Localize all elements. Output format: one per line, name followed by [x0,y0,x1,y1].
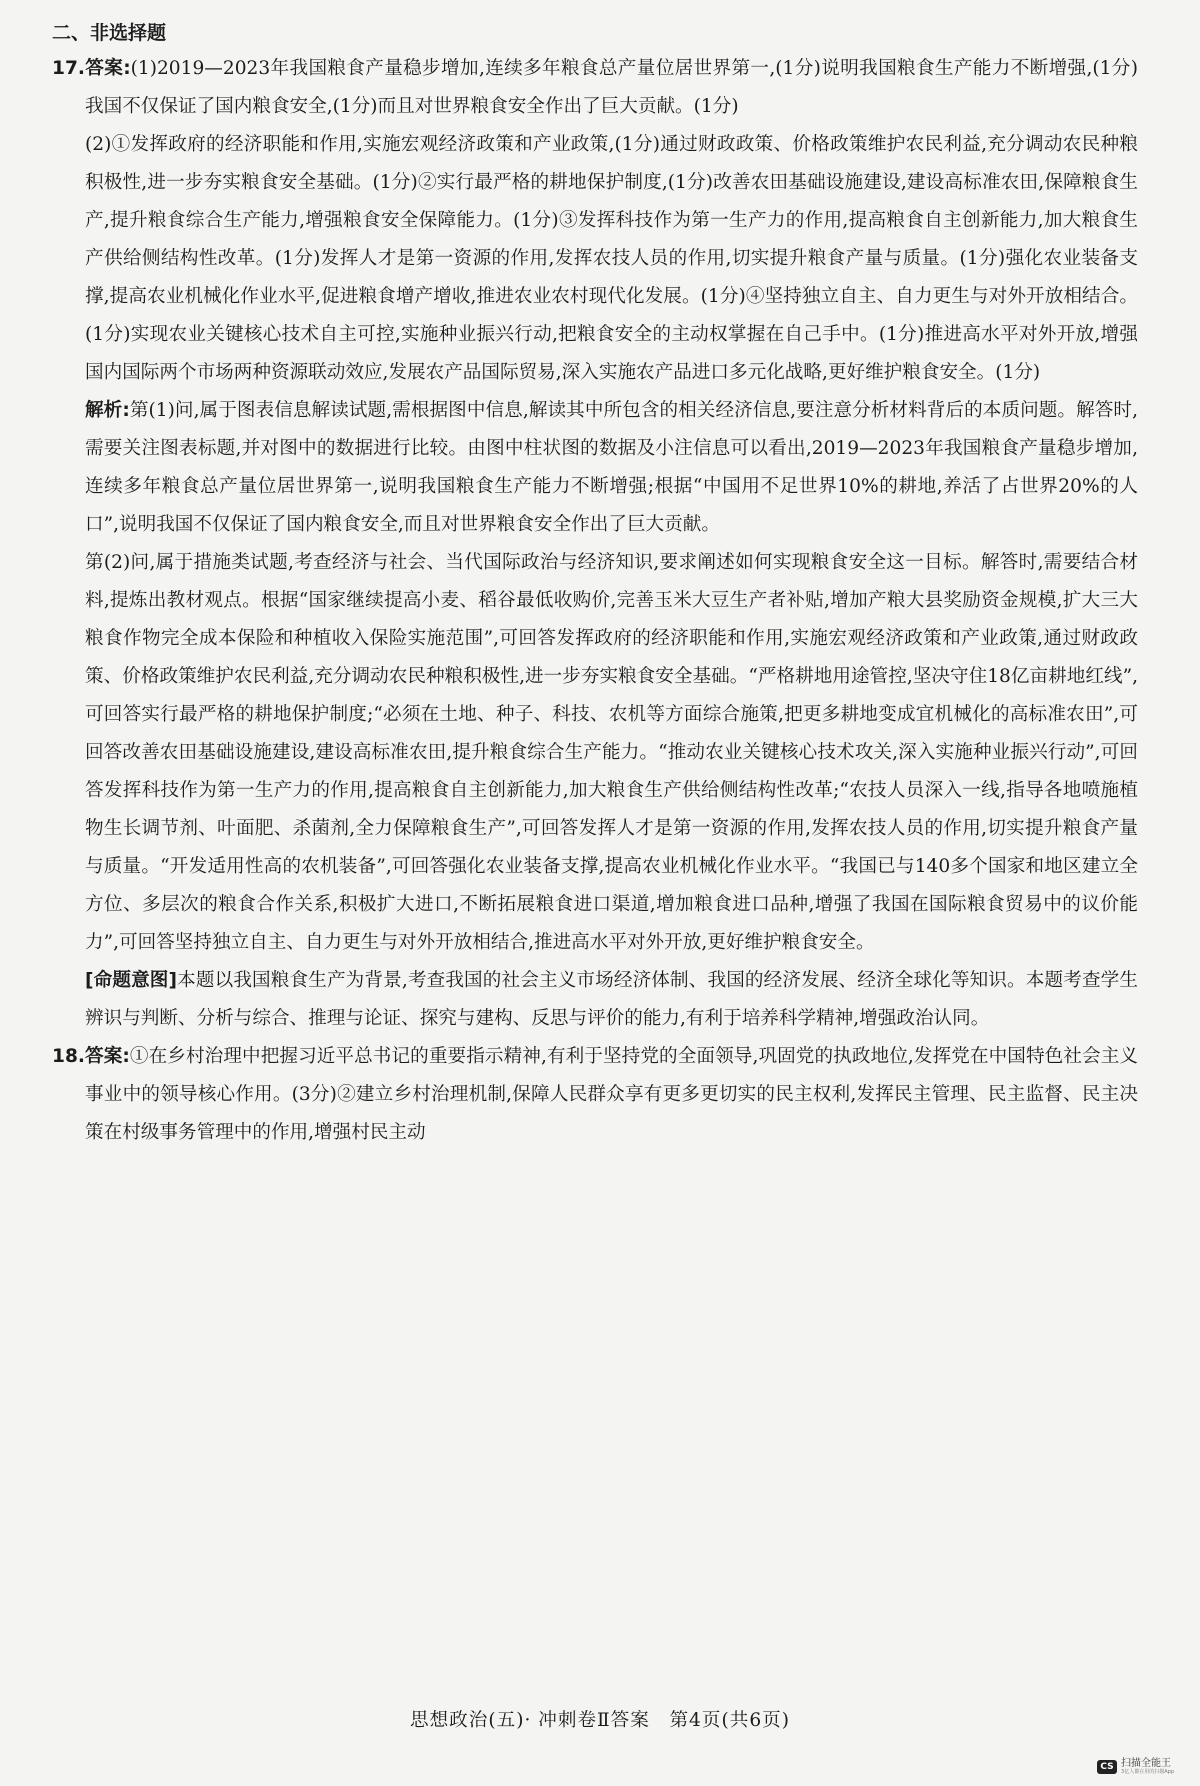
q18-answer-label: 答案: [84,1046,130,1067]
q17-analysis-text-1: 第(1)问,属于图表信息解读试题,需根据图中信息,解读其中所包含的相关经济信息,要注意分析材料背后的本质问题。解答时,需要关注图表标题,并对图中的数据进行比较。由图中柱状图的数据及小注信息可以看出,2019—2023年我国粮食产量稳步增加,连续多年粮食总产量位居世界第一,说明我国粮食生产能力不断增强;根据“中国用不足世界10%的耕地,养活了占世界20%的人口”,说明我国不仅保证了国内粮食安全,而且对世界粮食安全作出了巨大贡献。 [85,400,1138,535]
q17-number: 17. [52,58,85,79]
question-17 [52,50,1138,1038]
q18-answer-text: ①在乡村治理中把握习近平总书记的重要指示精神,有利于坚持党的全面领导,巩固党的执政地位,发挥党在中国特色社会主义事业中的领导核心作用。(3分)②建立乡村治理机制,保障人民群众享有更多更切实的民主权利,发挥民主管理、民主监督、民主决策在村级事务管理中的作用,增强村民主动 [85,1046,1138,1143]
q17-intent-label: [命题意图] [85,970,178,991]
q17-analysis-part1 [52,392,1138,544]
q17-answer-text-1: (1)2019—2023年我国粮食产量稳步增加,连续多年粮食总产量位居世界第一,(1分)说明我国粮食生产能力不断增强,(1分)我国不仅保证了国内粮食安全,(1分)而且对世界粮食安全作出了巨大贡献。(1分) [85,58,1139,117]
q17-analysis-label: 解析: [85,400,130,421]
scanner-badge [1097,1758,1174,1775]
page-content [52,18,1138,1152]
q17-analysis-part2: 第(2)问,属于措施类试题,考查经济与社会、当代国际政治与经济知识,要求阐述如何实现粮食安全这一目标。解答时,需要结合材料,提炼出教材观点。根据“国家继续提高小麦、稻谷最低收购价,完善玉米大豆生产者补贴,增加产粮大县奖励资金规模,扩大三大粮食作物完全成本保险和种植收入保险实施范围”,可回答发挥政府的经济职能和作用,实施宏观经济政策和产业政策,通过财政政策、价格政策维护农民利益,充分调动农民种粮积极性,进一步夯实粮食安全基础。“严格耕地用途管控,坚决守住18亿亩耕地红线”,可回答实行最严格的耕地保护制度;“必须在土地、种子、科技、农机等方面综合施策,把更多耕地变成宜机械化的高标准农田”,可回答改善农田基础设施建设,建设高标准农田,提升粮食综合生产能力。“推动农业关键核心技术攻关,深入实施种业振兴行动”,可回答发挥科技作为第一生产力的作用,提高粮食自主创新能力,加大粮食生产供给侧结构性改革;“农技人员深入一线,指导各地喷施植物生长调节剂、叶面肥、杀菌剂,全力保障粮食生产”,可回答发挥人才是第一资源的作用,发挥农技人员的作用,切实提升粮食产量与质量。“开发适用性高的农机装备”,可回答强化农业装备支撑,提高农业机械化作业水平。“我国已与140多个国家和地区建立全方位、多层次的粮食合作关系,积极扩大进口,不断拓展粮食进口渠道,增加粮食进口品种,增强了我国在国际粮食贸易中的议价能力”,可回答坚持独立自主、自力更生与对外开放相结合,推进高水平对外开放,更好维护粮食安全。 [85,552,1138,953]
section-title: 二、非选择题 [52,22,167,44]
q17-intent [52,962,1138,1038]
q17-answer-label: 答案: [84,58,131,79]
camscanner-logo-icon: CS [1097,1760,1117,1774]
q17-answer-part1 [52,50,1138,126]
scanner-badge-text [1121,1758,1174,1775]
page-footer: 思想政治(五)· 冲刺卷Ⅱ答案 第4页(共6页) [409,1710,791,1731]
question-18 [52,1038,1138,1152]
q18-number: 18. [52,1046,85,1067]
scanner-badge-subtitle: 3亿人都在用的扫描App [1121,1769,1174,1775]
scanner-badge-title: 扫描全能王 [1121,1758,1172,1769]
q18-answer [52,1038,1138,1152]
q17-intent-text: 本题以我国粮食生产为背景,考查我国的社会主义市场经济体制、我国的经济发展、经济全球化等知识。本题考查学生辨识与判断、分析与综合、推理与论证、探究与建构、反思与评价的能力,有利于培养科学精神,增强政治认同。 [85,970,1138,1029]
q17-answer-part2: (2)①发挥政府的经济职能和作用,实施宏观经济政策和产业政策,(1分)通过财政政策、价格政策维护农民利益,充分调动农民种粮积极性,进一步夯实粮食安全基础。(1分)②实行最严格的耕地保护制度,(1分)改善农田基础设施建设,建设高标准农田,保障粮食生产,提升粮食综合生产能力,增强粮食安全保障能力。(1分)③发挥科技作为第一生产力的作用,提高粮食自主创新能力,加大粮食生产供给侧结构性改革。(1分)发挥人才是第一资源的作用,发挥农技人员的作用,切实提升粮食产量与质量。(1分)强化农业装备支撑,提高农业机械化作业水平,促进粮食增产增收,推进农业农村现代化发展。(1分)④坚持独立自主、自力更生与对外开放相结合。(1分)实现农业关键核心技术自主可控,实施种业振兴行动,把粮食安全的主动权掌握在自己手中。(1分)推进高水平对外开放,增强国内国际两个市场两种资源联动效应,发展农产品国际贸易,深入实施农产品进口多元化战略,更好维护粮食安全。(1分) [85,134,1138,383]
